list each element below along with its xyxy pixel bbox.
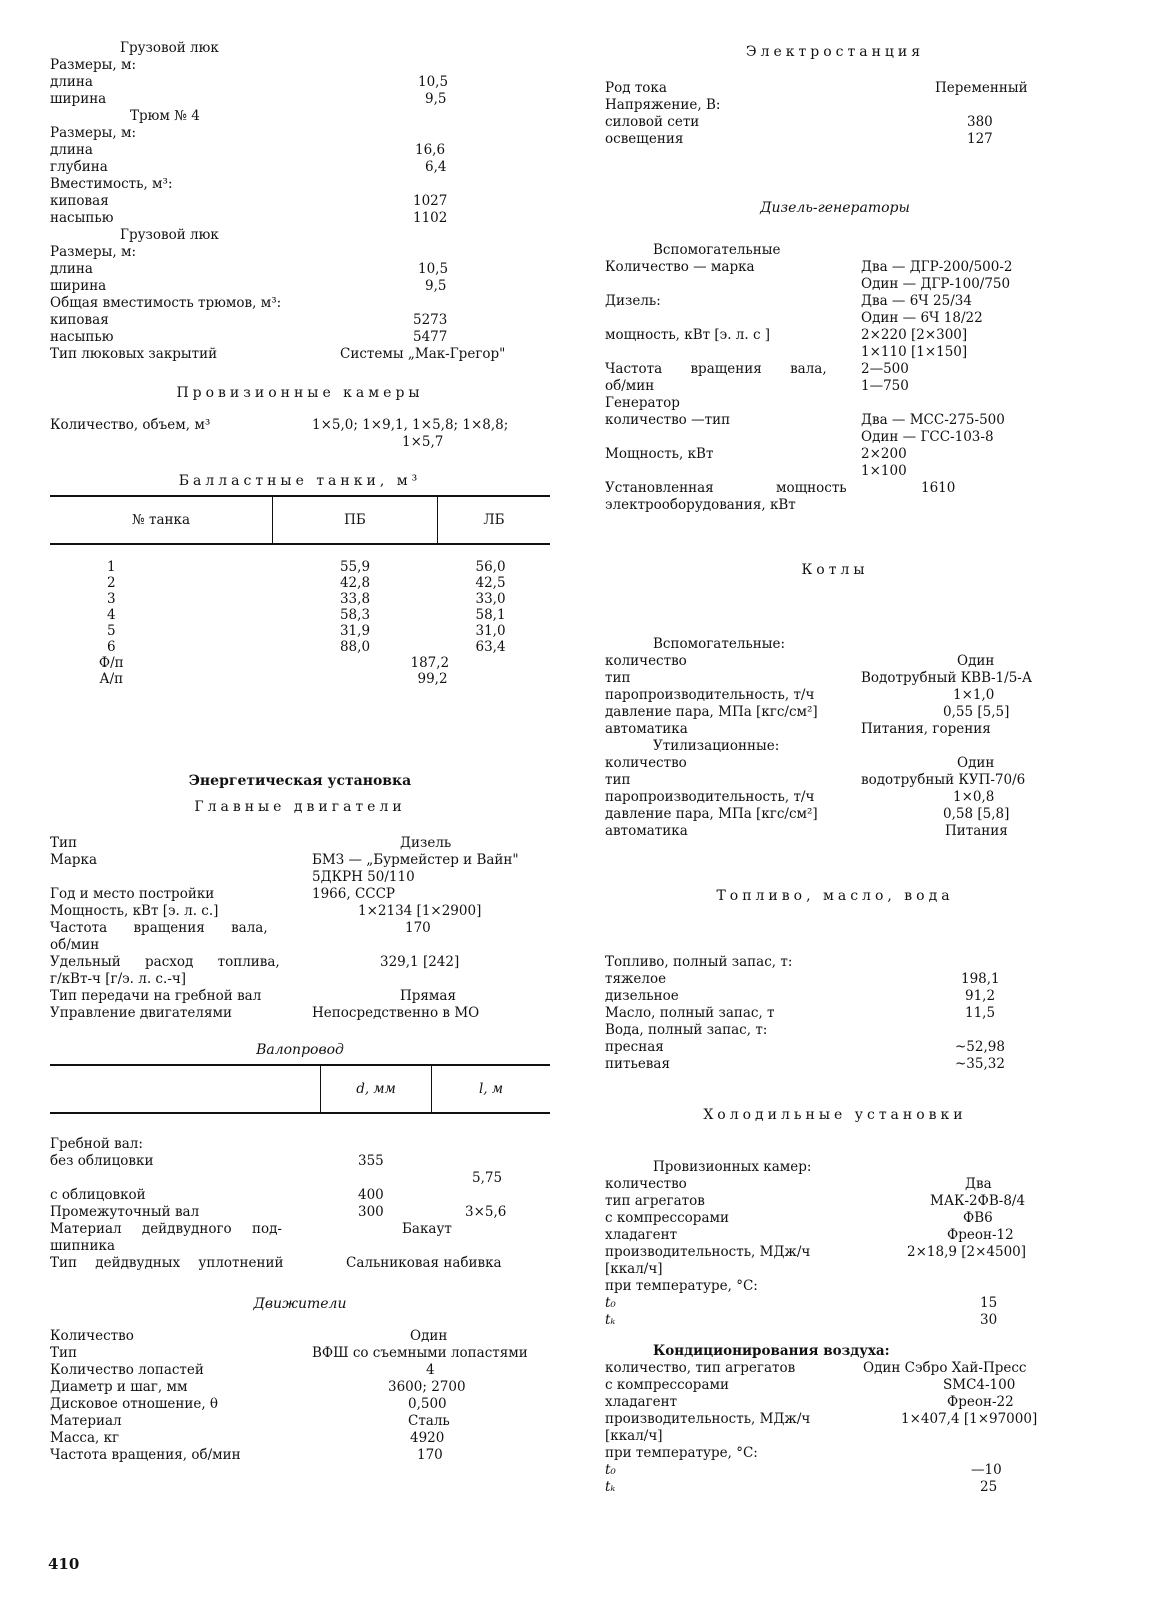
table-header: l, м — [432, 1065, 551, 1113]
spec-row: ширина 9,5 — [50, 278, 447, 294]
spec-row: давление пара, МПа [кгс/см²] 0,55 [5,5] — [605, 704, 1010, 720]
spec-row: паропроизводительность, т/ч 1×1,0 — [605, 687, 995, 703]
spec-row: Тип Дизель — [50, 835, 452, 851]
spec-row: освещения 127 — [605, 131, 993, 147]
spec-row: тяжелое 198,1 — [605, 971, 1000, 987]
spec-row: с компрессорами ФВ6 — [605, 1210, 993, 1226]
boilers-aux-title: Вспомогательные: — [653, 636, 786, 652]
spec-row: при температуре, °С: — [605, 1445, 758, 1461]
ballast-title: Балластные танки, м³ — [178, 473, 422, 489]
table-row: Ф/п 187,2 — [98, 655, 450, 671]
spec-row: Марка БМЗ — „Бурмейстер и Вайн" — [50, 852, 519, 868]
spec-row: Тип передачи на гребной вал Прямая — [50, 988, 456, 1004]
spec-row: при температуре, °С: — [605, 1278, 758, 1294]
spec-row: пресная ~52,98 — [605, 1039, 1005, 1055]
boilers-title: Котлы — [801, 562, 869, 578]
spec-row: 1×5,7 — [402, 434, 444, 450]
hatch4-sizes-label: Размеры, м: — [50, 244, 137, 260]
spec-row: киповая 1027 — [50, 193, 448, 209]
spec-row: Частота вращения, об/мин 170 — [50, 1447, 443, 1463]
spec-row: питьевая ~35,32 — [605, 1056, 1005, 1072]
spec-row: Диаметр и шаг, мм 3600; 2700 — [50, 1379, 466, 1395]
spec-row: Дисковое отношение, θ 0,500 — [50, 1396, 447, 1412]
spec-row: Тип ВФШ со съемными лопастями — [50, 1345, 528, 1361]
spec-row: Род тока Переменный — [605, 80, 1028, 96]
table-row: 2 42,8 42,5 — [106, 575, 506, 591]
spec-row: Дизель: Два — 6Ч 25/34 — [605, 293, 972, 309]
spec-row: Частота вращения вала, 170 — [50, 920, 431, 936]
spec-row: Промежуточный вал 300 3×5,6 — [50, 1204, 507, 1220]
spec-row: Управление двигателями Непосредственно в МО — [50, 1005, 480, 1021]
spec-row: Материал дейдвудного под- Бакаут — [50, 1221, 452, 1237]
table-row: А/п 99,2 — [99, 671, 448, 687]
boilers-util-title: Утилизационные: — [653, 738, 780, 754]
spec-row: насыпью 1102 — [50, 210, 448, 226]
spec-row: Установленная мощность 1610 — [605, 480, 956, 496]
spec-row: длина 16,6 — [50, 142, 446, 158]
table-header: d, мм — [321, 1065, 432, 1113]
spec-row: Частота вращения вала, 2—500 — [605, 361, 909, 377]
page-number: 410 — [48, 1555, 80, 1573]
engines-title: Главные двигатели — [194, 799, 406, 815]
spec-row: Количество Один — [50, 1328, 448, 1344]
spec-row: Тип дейдвудных уплотнений Сальниковая набивка — [50, 1255, 502, 1271]
spec-row: Мощность, кВт [э. л. с.] 1×2134 [1×2900] — [50, 903, 482, 919]
spec-row: киповая 5273 — [50, 312, 448, 328]
spec-row: Один — 6Ч 18/22 — [861, 310, 983, 326]
diesel-gen-title: Дизель-генераторы — [760, 200, 910, 216]
spec-row: [ккал/ч] — [605, 1261, 663, 1277]
spec-row: длина 10,5 — [50, 74, 449, 90]
spec-row: 5,75 — [472, 1170, 503, 1186]
ballast-table — [50, 495, 550, 687]
shafting-title: Валопровод — [256, 1042, 344, 1058]
table-header: № танка — [50, 496, 273, 544]
spec-row: об/мин 1—750 — [605, 378, 909, 394]
spec-row: Генератор — [605, 395, 680, 411]
spec-row: Тип люковых закрытий Системы „Мак-Грегор" — [50, 346, 506, 362]
spec-row: 1×100 — [861, 463, 907, 479]
spec-row: ширина 9,5 — [50, 91, 447, 107]
fuel-label: Топливо, полный запас, т: — [605, 954, 793, 970]
spec-row: Вода, полный запас, т: — [605, 1022, 768, 1038]
table-header: ПБ — [273, 496, 438, 544]
spec-row: Количество, объем, м³ 1×5,0; 1×9,1, 1×5,8; 1×8,8; — [50, 417, 509, 433]
table-row: 1 55,9 56,0 — [106, 559, 506, 575]
power-station-title: Электростанция — [745, 44, 925, 60]
spec-row: хладагент Фреон-12 — [605, 1227, 1014, 1243]
spec-row: длина 10,5 — [50, 261, 449, 277]
spec-row: насыпью 5477 — [50, 329, 448, 345]
fuel-title: Топливо, масло, вода — [716, 888, 954, 904]
spec-row: производительность, МДж/ч 1×407,4 [1×97000] — [605, 1411, 1038, 1427]
spec-row: г/кВт-ч [г/э. л. с.-ч] — [50, 971, 187, 987]
provision-title: Провизионные камеры — [176, 385, 424, 401]
spec-row: производительность, МДж/ч 2×18,9 [2×4500] — [605, 1244, 1027, 1260]
spec-row: t₀ 15 — [605, 1295, 998, 1311]
hold4-sizes-label: Размеры, м: — [50, 125, 137, 141]
spec-row: Масса, кг 4920 — [50, 1430, 445, 1446]
spec-row: количество Один — [605, 653, 995, 669]
spec-row: мощность, кВт [э. л. с ] 2×220 [2×300] — [605, 327, 968, 343]
spec-row: Удельный расход топлива, 329,1 [242] — [50, 954, 460, 970]
table-row: 4 58,3 58,1 — [106, 607, 506, 623]
propellers-title: Движители — [253, 1296, 347, 1312]
spec-row: с облицовкой 400 — [50, 1187, 384, 1203]
spec-row: автоматика Питания, горения — [605, 721, 991, 737]
total-capacity-label: Общая вместимость трюмов, м³: — [50, 295, 282, 311]
table-header — [50, 1065, 321, 1113]
table-header: ЛБ — [438, 496, 551, 544]
spec-row: тип Водотрубный КВВ-1/5-А — [605, 670, 1033, 686]
spec-row: давление пара, МПа [кгс/см²] 0,58 [5,8] — [605, 806, 1010, 822]
spec-row: количество —тип Два — МСС-275-500 — [605, 412, 1005, 428]
hatch3-sizes-label: Размеры, м: — [50, 57, 137, 73]
refrig-ac-title: Кондиционирования воздуха: — [653, 1343, 890, 1359]
spec-row: с компрессорами SMC4-100 — [605, 1377, 1016, 1393]
spec-row: тип водотрубный КУП-70/6 — [605, 772, 1026, 788]
spec-row: tₖ 30 — [605, 1312, 998, 1328]
spec-row: силовой сети 380 — [605, 114, 993, 130]
hold4-capacity-label: Вместимость, м³: — [50, 176, 173, 192]
table-row: 6 88,0 63,4 — [106, 639, 506, 655]
spec-row: tₖ 25 — [605, 1479, 998, 1495]
left-column — [50, 40, 550, 1464]
spec-row: 1×110 [1×150] — [861, 344, 968, 360]
diesel-gen-aux: Вспомогательные — [653, 242, 781, 258]
spec-row: [ккал/ч] — [605, 1428, 663, 1444]
energy-title: Энергетическая установка — [188, 773, 412, 789]
spec-row: количество Два — [605, 1176, 992, 1192]
hold4-title: Трюм № 4 — [130, 108, 200, 124]
spec-row: количество, тип агрегатов Один Сэбро Хай-Пресс — [605, 1360, 1027, 1376]
spec-row: дизельное 91,2 — [605, 988, 996, 1004]
right-column — [605, 40, 1065, 1496]
refrig-prov-title: Провизионных камер: — [653, 1159, 812, 1175]
spec-row: автоматика Питания — [605, 823, 1008, 839]
spec-row: Количество лопастей 4 — [50, 1362, 435, 1378]
spec-row: Один — ДГР-100/750 — [861, 276, 1011, 292]
spec-row: 5ДКРН 50/110 — [312, 869, 415, 885]
hatch3-title: Грузовой люк — [120, 40, 219, 56]
spec-row: об/мин — [50, 937, 100, 953]
spec-row: количество Один — [605, 755, 995, 771]
spec-row: паропроизводительность, т/ч 1×0,8 — [605, 789, 995, 805]
table-row: 3 33,8 33,0 — [106, 591, 506, 607]
spec-row: без облицовки 355 — [50, 1153, 384, 1169]
shafting-table — [50, 1064, 550, 1114]
table-row: 5 31,9 31,0 — [106, 623, 506, 639]
spec-row: Гребной вал: — [50, 1136, 143, 1152]
spec-row: шипника — [50, 1238, 116, 1254]
spec-row: Мощность, кВт 2×200 — [605, 446, 907, 462]
hatch4-title: Грузовой люк — [120, 227, 219, 243]
spec-row: тип агрегатов МАК-2ФВ-8/4 — [605, 1193, 1026, 1209]
spec-row: электрооборудования, кВт — [605, 497, 796, 513]
spec-row: Масло, полный запас, т 11,5 — [605, 1005, 996, 1021]
spec-row: хладагент Фреон-22 — [605, 1394, 1014, 1410]
spec-row: t₀ —10 — [605, 1462, 1002, 1478]
spec-row: Материал Сталь — [50, 1413, 450, 1429]
refrig-title: Холодильные установки — [703, 1107, 967, 1123]
spec-row: глубина 6,4 — [50, 159, 447, 175]
spec-row: Количество — марка Два — ДГР-200/500-2 — [605, 259, 1013, 275]
voltage-label: Напряжение, В: — [605, 97, 721, 113]
spec-row: Один — ГСС-103-8 — [861, 429, 994, 445]
spec-row: Год и место постройки 1966, СССР — [50, 886, 396, 902]
